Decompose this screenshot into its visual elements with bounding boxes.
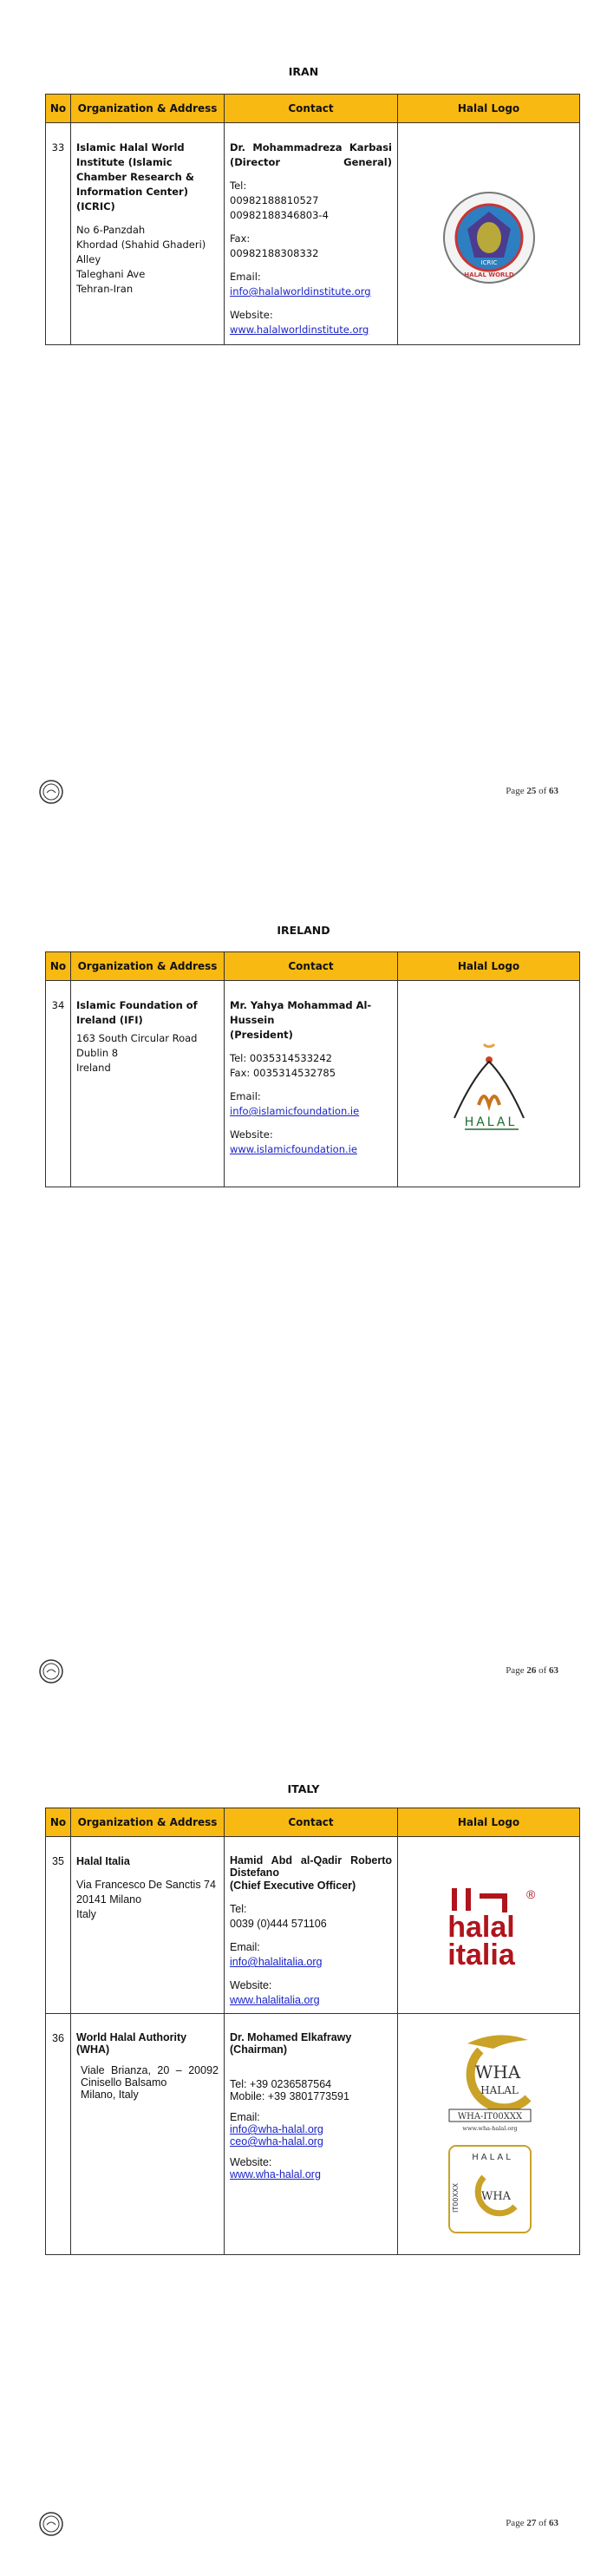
page-number: Page 27 of 63 (506, 2518, 558, 2528)
svg-text:ICRIC: ICRIC (480, 259, 497, 266)
org-name: Halal Italia (76, 1855, 130, 1867)
org-cell (71, 1837, 225, 2014)
website-label: Website: (230, 1979, 272, 1991)
contact-title: (Chief Executive Officer) (230, 1880, 356, 1892)
fax-label: Fax: (230, 232, 251, 245)
email-label: Email: (230, 1090, 261, 1102)
website-link[interactable]: www.halalworldinstitute.org (230, 324, 369, 336)
address-line: Cinisello Balsamo (81, 2076, 167, 2089)
header-no: No (46, 1808, 71, 1837)
header-org: Organization & Address (71, 952, 225, 981)
contact-name: Dr. Mohammadreza Karbasi (Director General) (230, 141, 392, 168)
address-line: Ireland (76, 1062, 111, 1074)
table-header-row (46, 1808, 580, 1837)
address-line: Dublin 8 (76, 1047, 119, 1059)
tel-label: Tel: (230, 180, 247, 192)
org-cell (71, 123, 225, 345)
country-heading: ITALY (287, 1782, 320, 1795)
address-line: 163 South Circular Road (76, 1032, 198, 1044)
logo-cell (398, 2014, 580, 2255)
row-number: 36 (46, 2014, 71, 2255)
org-cell (71, 2014, 225, 2255)
tel-value: 00982188810527 (230, 194, 319, 206)
country-heading: IRELAND (277, 924, 330, 937)
row-number: 34 (46, 981, 71, 1187)
header-logo: Halal Logo (398, 95, 580, 123)
contact-name: Dr. Mohamed Elkafrawy (230, 2031, 352, 2043)
logo-cell (398, 981, 580, 1187)
table-row (46, 981, 580, 1187)
table-row (46, 2014, 580, 2255)
halal-seal-icon (38, 2511, 64, 2537)
contact-title: (President) (230, 1029, 293, 1041)
ifi-halal-logo-icon (446, 1036, 532, 1140)
website-link[interactable]: www.islamicfoundation.ie (230, 1143, 357, 1155)
svg-text:www.wha-halal.org: www.wha-halal.org (461, 2125, 518, 2132)
icric-logo-icon (441, 190, 537, 285)
tel-value: 00982188346803-4 (230, 209, 329, 221)
svg-text:WHA-IT00XXX: WHA-IT00XXX (457, 2112, 522, 2122)
svg-text:HALAL: HALAL (464, 1115, 517, 1129)
email-link[interactable]: info@halalworldinstitute.org (230, 285, 371, 297)
table-row (46, 1837, 580, 2014)
address-line: Viale Brianza, 20 – 20092 (81, 2064, 219, 2076)
organization-table (45, 1808, 580, 2255)
tel-label: Tel: (230, 1903, 247, 1915)
table-header-row (46, 952, 580, 981)
svg-text:IT00XXX: IT00XXX (451, 2183, 460, 2213)
email-link[interactable]: info@islamicfoundation.ie (230, 1105, 360, 1117)
svg-text:®: ® (525, 1887, 535, 1901)
page-footer (0, 2511, 607, 2546)
contact-cell (225, 981, 398, 1187)
website-link[interactable]: www.wha-halal.org (230, 2168, 321, 2180)
header-no: No (46, 95, 71, 123)
header-org: Organization & Address (71, 1808, 225, 1837)
tel-value: Tel: 0035314533242 (230, 1052, 332, 1064)
svg-text:halal: halal (447, 1911, 515, 1944)
email-link[interactable]: info@wha-halal.org (230, 2123, 323, 2135)
table-row (46, 123, 580, 345)
website-link[interactable]: www.halalitalia.org (230, 1994, 320, 2006)
halal-italia-logo-icon (441, 1881, 537, 1977)
email-link[interactable]: info@halalitalia.org (230, 1956, 323, 1968)
contact-cell (225, 2014, 398, 2255)
contact-cell (225, 123, 398, 345)
org-name: Islamic Foundation of Ireland (IFI) (76, 999, 198, 1026)
header-logo: Halal Logo (398, 1808, 580, 1837)
country-heading: IRAN (288, 65, 319, 78)
contact-name: Mr. Yahya Mohammad Al-Hussein (230, 999, 372, 1026)
header-contact: Contact (225, 95, 398, 123)
svg-text:HALAL: HALAL (471, 2153, 513, 2162)
website-label: Website: (230, 309, 273, 321)
contact-title: (Chairman) (230, 2043, 287, 2056)
org-name: Islamic Halal World Institute (Islamic Chamber Research & Information Center) (ICRIC) (76, 141, 194, 212)
halal-seal-icon (38, 1658, 64, 1684)
email-link[interactable]: ceo@wha-halal.org (230, 2135, 323, 2148)
svg-text:italia: italia (447, 1939, 515, 1971)
address-line: Khordad (Shahid Ghaderi) Alley (76, 239, 206, 265)
tel-value: 0039 (0)444 571106 (230, 1918, 327, 1930)
header-contact: Contact (225, 1808, 398, 1837)
website-label: Website: (230, 2156, 272, 2168)
org-name: World Halal Authority (WHA) (76, 2031, 187, 2056)
organization-table (45, 94, 580, 345)
organization-table (45, 951, 580, 1187)
svg-text:WHA: WHA (480, 2190, 511, 2203)
svg-text:WHA: WHA (474, 2062, 520, 2082)
address-line: Italy (76, 1908, 96, 1920)
fax-value: Fax: 0035314532785 (230, 1067, 336, 1079)
address-line: 20141 Milano (76, 1893, 142, 1906)
address-line: Milano, Italy (81, 2089, 139, 2101)
row-number: 35 (46, 1837, 71, 2014)
contact-name: Hamid Abd al-Qadir Roberto Distefano (230, 1854, 392, 1879)
wha-halal-logo-icon (446, 2024, 532, 2241)
address-line: Tehran-Iran (76, 283, 134, 295)
row-number: 33 (46, 123, 71, 345)
tel-value: Tel: +39 0236587564 (230, 2078, 332, 2090)
header-org: Organization & Address (71, 95, 225, 123)
svg-text:HALAL WORLD: HALAL WORLD (463, 271, 514, 278)
logo-cell (398, 123, 580, 345)
website-label: Website: (230, 1128, 273, 1141)
halal-seal-icon (38, 779, 64, 805)
table-header-row (46, 95, 580, 123)
org-cell (71, 981, 225, 1187)
address-line: Taleghani Ave (76, 268, 146, 280)
page-number: Page 26 of 63 (506, 1665, 558, 1676)
page-footer (0, 779, 607, 814)
email-label: Email: (230, 1941, 260, 1953)
contact-cell (225, 1837, 398, 2014)
mobile-value: Mobile: +39 3801773591 (230, 2090, 349, 2102)
svg-text:HALAL: HALAL (480, 2084, 519, 2096)
address-line: No 6-Panzdah (76, 224, 146, 236)
header-contact: Contact (225, 952, 398, 981)
fax-value: 00982188308332 (230, 247, 319, 259)
page-footer (0, 1658, 607, 1693)
email-label: Email: (230, 2111, 260, 2123)
email-label: Email: (230, 271, 261, 283)
page-number: Page 25 of 63 (506, 786, 558, 796)
header-logo: Halal Logo (398, 952, 580, 981)
logo-cell (398, 1837, 580, 2014)
address-line: Via Francesco De Sanctis 74 (76, 1879, 216, 1891)
header-no: No (46, 952, 71, 981)
